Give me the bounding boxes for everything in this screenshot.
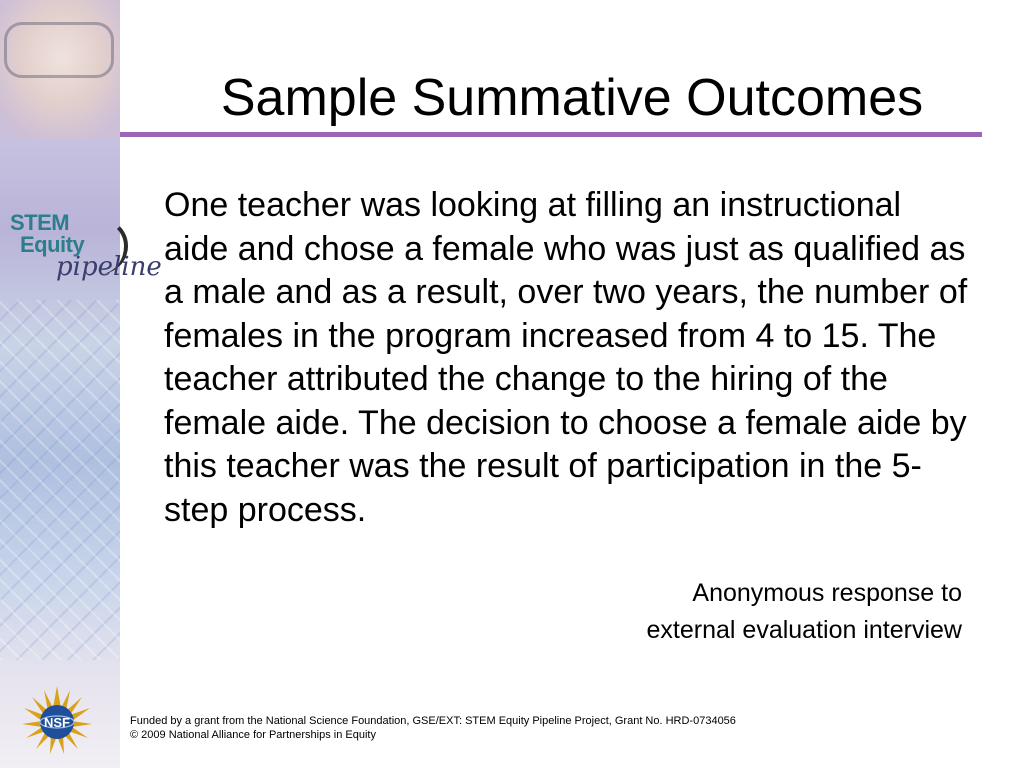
attribution-line-2: external evaluation interview	[646, 616, 962, 644]
circuit-board-graphic	[0, 300, 120, 660]
logo-line-3: pipeline	[56, 252, 162, 282]
logo-line-2: Equity	[20, 232, 85, 257]
nsf-logo	[22, 686, 92, 756]
goggles-graphic	[4, 22, 114, 78]
slide-title: Sample Summative Outcomes	[220, 69, 924, 127]
decorative-sidebar	[0, 0, 120, 768]
attribution-line-1: Anonymous response to	[692, 579, 962, 607]
footer-funding: Funded by a grant from the National Science Foundation, GSE/EXT: STEM Equity Pipeline Project, Grant No. HRD-0734056	[130, 715, 736, 727]
stem-equity-pipeline-logo	[4, 208, 162, 298]
footer	[130, 714, 736, 742]
footer-copyright: © 2009 National Alliance for Partnerships in Equity	[130, 729, 376, 741]
title-divider	[120, 132, 982, 137]
logo-line-1: STEM	[10, 210, 70, 235]
nsf-seal-icon	[22, 686, 92, 756]
nsf-seal-text: NSF	[44, 715, 70, 730]
slide-body: One teacher was looking at filling an instructional aide and chose a female who was just as qualified as a male and as a result, over two years, the number of females in the program increased from 4 to 15. The teacher attributed the change to the hiring of the female aide. The decision to choose a female aide by this teacher was the result of participation in the 5-step process.	[164, 186, 968, 529]
attribution	[647, 575, 962, 649]
